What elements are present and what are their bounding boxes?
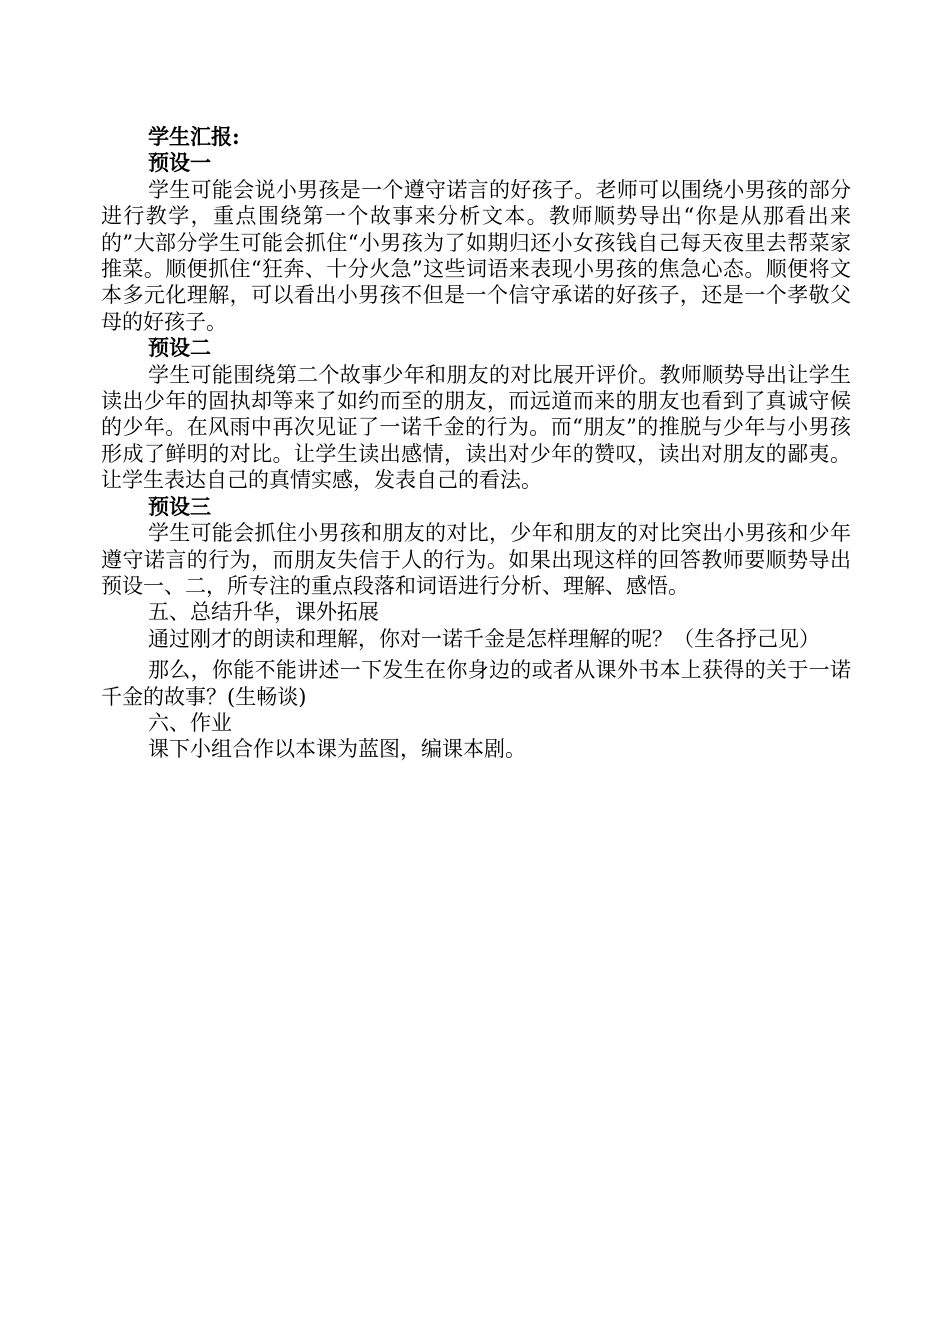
preset-3-body: 学生可能会抓住小男孩和朋友的对比，少年和朋友的对比突出小男孩和少年遵守诺言的行为，而朋友失信于人的行为。如果出现这样的回答教师要顺势导出预设一、二，所专注的重点段落和词语进行分析、理解、感悟。 [101, 521, 851, 598]
section-6-title: 六、作业 [148, 710, 232, 735]
preset-1-body: 学生可能会说小男孩是一个遵守诺言的好孩子。老师可以围绕小男孩的部分进行教学，重点围绕第一个故事来分析文本。教师顺势导出“你是从那看出来的”大部分学生可能会抓住“小男孩为了如期归还小女孩钱自己每天夜里去帮菜家推菜。顺便抓住“狂奔、十分火急”这些词语来表现小男孩的焦急心态。顺便将文本多元化理解，可以看出小男孩不但是一个信守承诺的好孩子，还是一个孝敬父母的好孩子。 [101, 177, 851, 334]
preset-1-title: 预设一 [148, 150, 211, 176]
document-body [101, 124, 851, 763]
section-6-body: 课下小组合作以本课为蓝图，编课本剧。 [148, 737, 526, 762]
preset-2-title: 预设二 [148, 335, 211, 361]
report-heading: 学生汇报: [148, 124, 240, 149]
section-5-paragraph-1: 通过刚才的朗读和理解，你对一诺千金是怎样理解的呢？（生各抒己见） [148, 626, 820, 651]
section-5-title: 五、总结升华，课外拓展 [148, 600, 379, 625]
preset-2-body: 学生可能围绕第二个故事少年和朋友的对比展开评价。教师顺势导出让学生读出少年的固执却等来了如约而至的朋友，而远道而来的朋友也看到了真诚守候的少年。在风雨中再次见证了一诺千金的行为。而“朋友”的推脱与少年与小男孩形成了鲜明的对比。让学生读出感情，读出对少年的赞叹，读出对朋友的鄙夷。让学生表达自己的真情实感，发表自己的看法。 [101, 362, 851, 493]
preset-3-title: 预设三 [148, 493, 211, 519]
section-5-paragraph-2: 那么，你能不能讲述一下发生在你身边的或者从课外书本上获得的关于一诺千金的故事？(生畅谈) [101, 658, 851, 709]
